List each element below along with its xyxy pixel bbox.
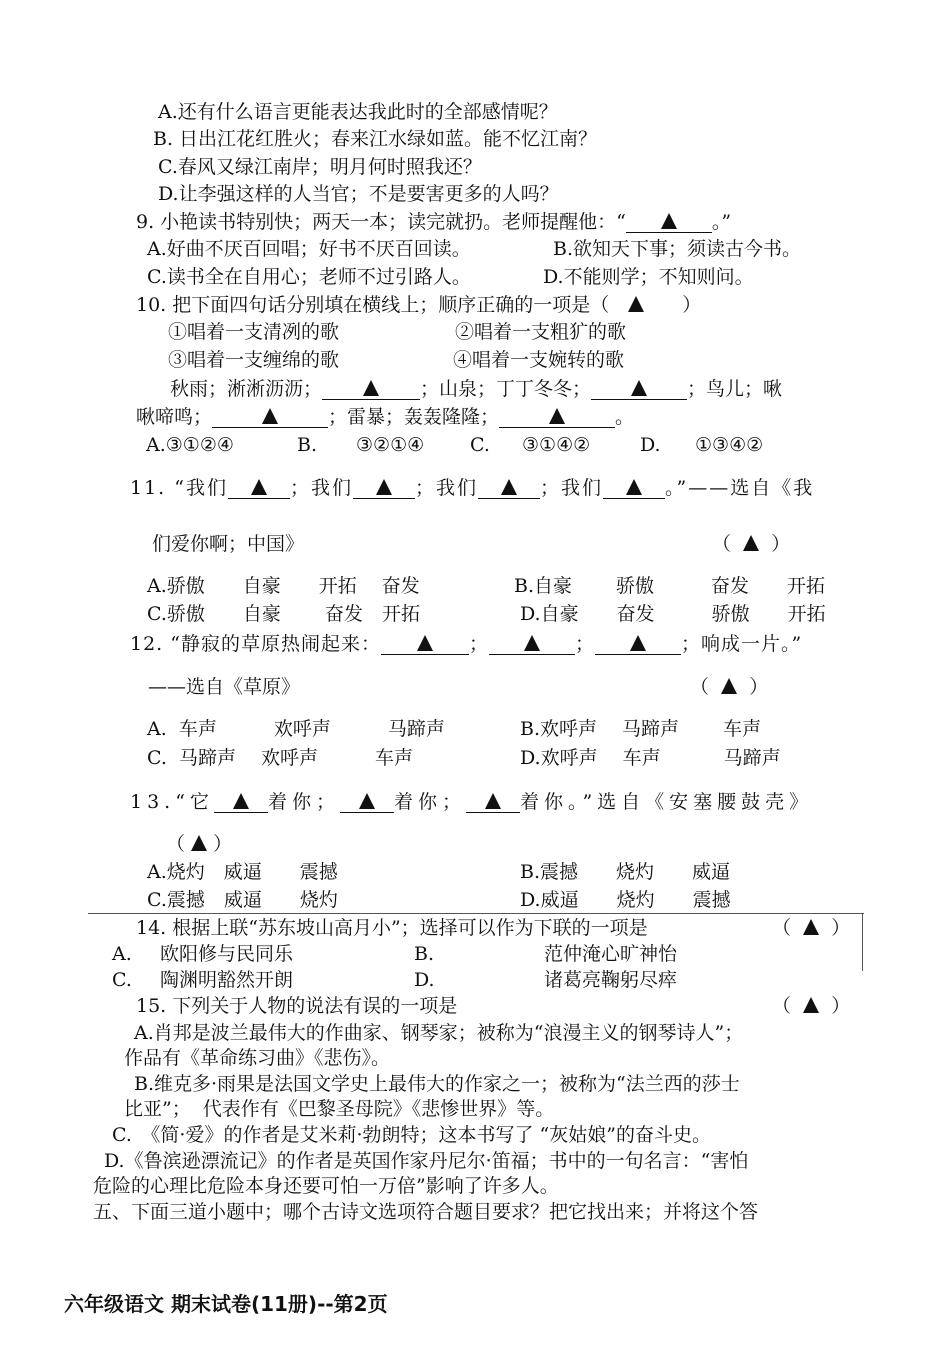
q12-answer-paren: （ ） (690, 676, 769, 698)
q10-passage-line2: 啾啼鸣； ；雷暴；轰轰隆隆； 。 (136, 406, 635, 428)
q14-answer-paren: （ ） (772, 917, 851, 939)
triangle-icon (743, 535, 759, 551)
triangle-icon (661, 213, 677, 229)
q13-option-d: D.威逼 烧灼 震撼 (520, 889, 731, 911)
triangle-icon (262, 408, 278, 424)
triangle-icon (417, 635, 433, 651)
q10-option-d-label: D. (640, 434, 661, 456)
triangle-icon (363, 380, 379, 396)
q11-option-c: C.骄傲 自豪 奋发 开拓 (147, 603, 420, 625)
q10-option-a: A.③①②④ (146, 434, 234, 456)
q11-blank-1[interactable] (228, 478, 290, 499)
q9-option-a: A.好曲不厌百回唱；好书不厌百回读。 (147, 238, 471, 260)
q15-option-b-line1: B.维克多·雨果是法国文学史上最伟大的作家之一；被称为“法兰西的莎士 (134, 1073, 740, 1095)
q9-stem: 9. 小艳读书特别快；两天一本；读完就扔。老师提醒他：“ 。” (136, 211, 732, 233)
triangle-icon (803, 919, 819, 935)
q12-option-a: A. 车声 欢呼声 马蹄声 (147, 718, 445, 740)
triangle-icon (803, 997, 819, 1013)
q10-blank-4[interactable] (499, 407, 615, 428)
q9-answer-blank[interactable] (626, 212, 712, 233)
q14-stem: 14. 根据上联“苏东坡山高月小”；选择可以作为下联的一项是 (136, 917, 648, 939)
q10-option-b-label: B. (297, 434, 318, 456)
q11-option-b: B.自豪 骄傲 奋发 开拓 (514, 575, 826, 597)
box-top-rule (88, 913, 864, 914)
q15-option-d-line2: 危险的心理比危险本身还要可怕一万倍”影响了许多人。 (93, 1175, 559, 1197)
q12-option-c: C. 马蹄声 欢呼声 车声 (147, 747, 414, 769)
q13-option-b: B.震撼 烧灼 威逼 (520, 861, 731, 883)
q10-blank-1[interactable] (322, 379, 420, 400)
q9-option-b: B.欲知天下事；须读古今书。 (553, 238, 802, 260)
triangle-icon (549, 408, 565, 424)
q13-blank-2[interactable] (340, 792, 394, 813)
q11-blank-2[interactable] (353, 478, 415, 499)
triangle-icon (630, 635, 646, 651)
q12-blank-1[interactable] (381, 634, 469, 655)
q11-blank-4[interactable] (603, 478, 665, 499)
q10-option-d: ①③④② (695, 434, 764, 456)
q11-stem: 11. “我们 ；我们 ；我们 ；我们 。”——选自《我 (130, 477, 815, 499)
triangle-icon (233, 793, 249, 809)
triangle-icon (524, 635, 540, 651)
q14-option-d-label: D. (414, 969, 435, 991)
q8-option-b: B. 日出江花红胜火；春来江水绿如蓝。能不忆江南？ (153, 128, 598, 150)
triangle-icon (251, 479, 267, 495)
q14-option-b-label: B. (414, 943, 435, 965)
q8-option-d: D.让李强这样的人当官；不是要害更多的人吗？ (158, 183, 559, 205)
q15-answer-paren: （ ） (772, 995, 851, 1017)
triangle-icon (191, 835, 207, 851)
q10-option-c: ③①④② (522, 434, 591, 456)
q10-sentence-2: ②唱着一支粗犷的歌 (455, 321, 627, 343)
q10-sentence-1: ①唱着一支清冽的歌 (168, 321, 340, 343)
q14-option-a: 欧阳修与民同乐 (160, 943, 294, 965)
triangle-icon (485, 793, 501, 809)
section-5-heading: 五、下面三道小题中；哪个古诗文选项符合题目要求？把它找出来；并将这个答 (93, 1201, 759, 1223)
q15-stem: 15. 下列关于人物的说法有误的一项是 (136, 995, 458, 1017)
q11-blank-3[interactable] (478, 478, 540, 499)
q14-option-b: 范仲淹心旷神怡 (544, 943, 678, 965)
q10-option-b: ③②①④ (356, 434, 425, 456)
q9-option-d: D.不能则学；不知则问。 (543, 266, 754, 288)
q10-blank-3[interactable] (212, 407, 328, 428)
triangle-icon (631, 380, 647, 396)
q9-option-c: C.读书全在自用心；老师不过引路人。 (147, 266, 471, 288)
q14-option-c: 陶渊明豁然开朗 (160, 969, 294, 991)
q12-blank-2[interactable] (489, 634, 575, 655)
q13-blank-1[interactable] (214, 792, 268, 813)
q10-passage-line1: 秋雨；淅淅沥沥； ；山泉；丁丁冬冬； ；鸟儿；啾 (170, 378, 783, 400)
q12-blank-3[interactable] (595, 634, 681, 655)
q15-option-b-line2: 比亚”； 代表作有《巴黎圣母院》《悲惨世界》等。 (124, 1098, 555, 1120)
box-right-rule (862, 913, 863, 971)
triangle-icon (376, 479, 392, 495)
q14-option-a-label: A. (112, 943, 132, 965)
triangle-icon (626, 479, 642, 495)
q11-stem-cont: 们爱你啊；中国》 (152, 533, 305, 555)
q11-answer-paren: （ ） (712, 533, 791, 555)
triangle-icon (721, 678, 737, 694)
q14-option-c-label: C. (112, 969, 132, 991)
q11-option-d: D.自豪 奋发 骄傲 开拓 (520, 603, 826, 625)
q8-option-c: C.春风又绿江南岸；明月何时照我还？ (158, 156, 482, 178)
q8-option-a: A.还有什么语言更能表达我此时的全部感情呢？ (158, 101, 558, 123)
q13-option-c: C.震撼 威逼 烧灼 (147, 889, 338, 911)
q15-option-d-line1: D.《鲁滨逊漂流记》的作者是英国作家丹尼尔·笛福；书中的一句名言：“害怕 (104, 1150, 749, 1172)
q10-stem: 10. 把下面四句话分别填在横线上；顺序正确的一项是（ ） (136, 294, 702, 316)
q13-option-a: A.烧灼 威逼 震撼 (147, 861, 338, 883)
q14-option-d: 诸葛亮鞠躬尽瘁 (544, 969, 678, 991)
q11-option-a: A.骄傲 自豪 开拓 奋发 (147, 575, 420, 597)
triangle-icon (501, 479, 517, 495)
triangle-icon (628, 296, 644, 312)
q13-answer-paren: （ ） (166, 833, 233, 855)
q12-option-b: B.欢呼声 马蹄声 车声 (520, 718, 762, 740)
triangle-icon (359, 793, 375, 809)
q10-sentence-4: ④唱着一支婉转的歌 (453, 349, 625, 371)
q13-stem: 13.“它 着你； 着你； 着你。”选自《安塞腰鼓壳》 (130, 791, 814, 813)
q10-blank-2[interactable] (591, 379, 687, 400)
q10-option-c-label: C. (470, 434, 490, 456)
q10-sentence-3: ③唱着一支缠绵的歌 (168, 349, 340, 371)
q12-option-d: D.欢呼声 车声 马蹄声 (520, 747, 781, 769)
q12-stem: 12. “静寂的草原热闹起来： ； ； ；响成一片。” (130, 633, 803, 655)
q15-option-c: C. 《简·爱》的作者是艾米莉·勃朗特；这本书写了 “灰姑娘”的奋斗史。 (112, 1124, 711, 1146)
page-footer: 六年级语文 期末试卷(11册)--第2页 (64, 1292, 388, 1316)
q12-source: ——选自《草原》 (148, 676, 301, 698)
q13-blank-3[interactable] (466, 792, 520, 813)
q15-option-a-line2: 作品有《革命练习曲》《悲伤》。 (124, 1047, 391, 1069)
q15-option-a-line1: A.肖邦是波兰最伟大的作曲家、钢琴家；被称为“浪漫主义的钢琴诗人”； (134, 1022, 744, 1044)
